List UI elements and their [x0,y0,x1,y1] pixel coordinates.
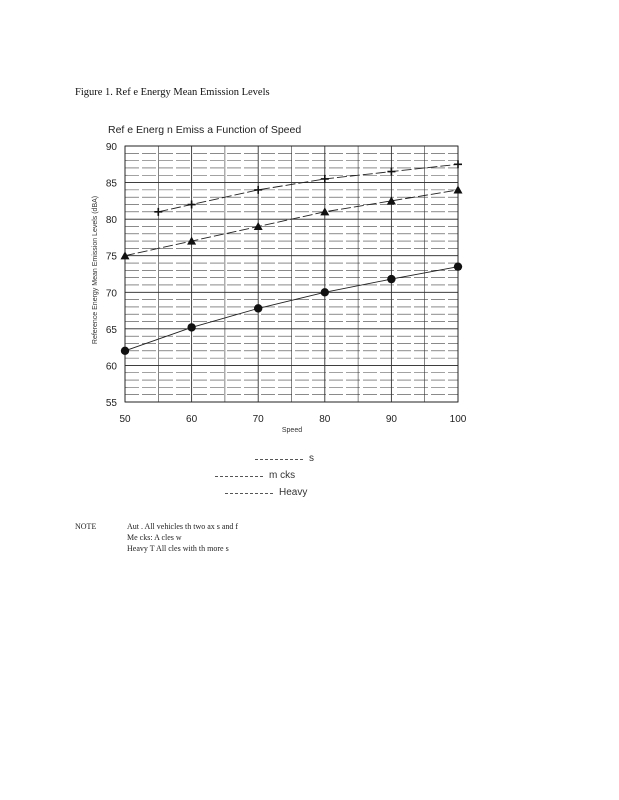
note-label: NOTE [75,522,97,531]
legend-entry [215,467,314,484]
y-tick-label: 85 [105,178,117,190]
x-axis-label: Speed [281,427,303,434]
note-line: Me cks: A cles w [127,533,182,542]
data-point-marker [387,275,395,283]
legend-label: s [309,453,314,464]
chart-ticks [106,142,467,425]
x-tick-label: 50 [119,414,131,425]
x-tick-label: 90 [385,414,397,425]
legend-line-sample [215,471,263,481]
data-point-marker [154,208,162,216]
x-tick-label: 80 [319,414,331,425]
data-point-marker [387,168,395,176]
y-tick-label: 55 [105,398,117,409]
y-tick-label: 70 [105,288,117,300]
legend-line-sample [225,488,273,498]
legend-label: m cks [269,470,296,481]
x-tick-label: 70 [252,414,264,425]
data-point-marker [320,207,329,215]
note-line: Aut . All vehicles th two ax s and f [127,522,239,531]
y-tick-label: 65 [105,324,117,336]
note-line: Heavy T All cles with th more s [127,544,229,553]
data-point-marker [188,201,196,209]
y-tick-label: 60 [105,361,117,373]
data-point-marker [121,347,129,355]
legend-line-sample [255,454,303,464]
data-point-marker [254,186,262,194]
x-tick-label: 100 [449,414,467,425]
data-point-marker [454,185,463,193]
data-point-marker [187,323,195,331]
chart-legend [215,450,314,501]
y-tick-label: 75 [105,251,117,263]
data-point-marker [454,262,462,270]
data-point-marker [321,288,329,296]
y-tick-label: 80 [105,215,117,227]
legend-entry [225,484,314,501]
data-point-marker [321,175,329,183]
legend-entry [255,450,314,467]
x-tick-label: 60 [186,414,198,425]
legend-label: Heavy [279,487,308,498]
y-axis-label: Reference Energy Mean Emission Levels (dBA) [92,195,99,345]
figure-caption: Figure 1. Ref e Energy Mean Emission Levels [75,87,270,98]
chart-title: Ref e Energ n Emiss a Function of Speed [108,124,302,136]
note-lines [127,521,238,554]
data-point-marker [454,160,462,168]
data-point-marker [254,304,262,312]
y-tick-label: 90 [105,142,117,153]
